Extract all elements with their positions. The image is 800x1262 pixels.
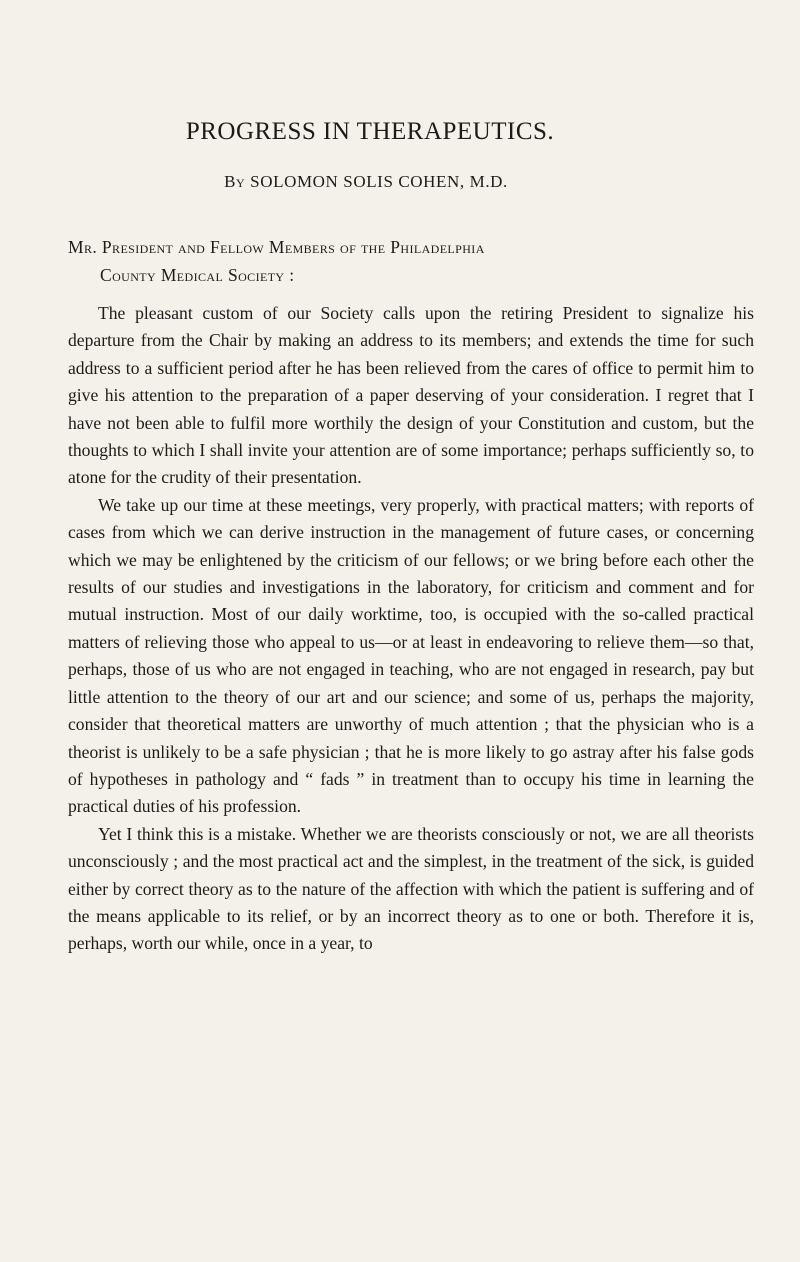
article-body xyxy=(68,300,754,958)
author-name: SOLOMON SOLIS COHEN, M.D. xyxy=(250,172,508,191)
byline xyxy=(0,172,766,192)
paragraph-3: Yet I think this is a mistake. Whether we are theorists consciously or not, we are all theorists unconsciously ; and the most practical act and the simplest, in the treatment of the sick, is guided either by correct theory as to the nature of the affection with which the patient is suffering and of the means applicable to its relief, or by an incorrect theory as to one or both. Therefore it is, perhaps, worth our while, once in a year, to xyxy=(68,823,754,954)
salutation-line-1: Mr. President and Fellow Members of the Philadelphia xyxy=(68,237,485,257)
salutation xyxy=(68,233,758,289)
paragraph-1: The pleasant custom of our Society calls upon the retiring President to signalize his departure from the Chair by making an address to its members; and extends the time for such address to a sufficient period after he has been relieved from the cares of office to permit him to give his attention to the preparation of a paper deserving of your consideration. I regret that I have not been able to fulfil more worthily the design of your Constitution and custom, but the thoughts to which I shall invite your attention are of some importance; perhaps sufficiently so, to atone for the crudity of their presentation. xyxy=(68,303,754,488)
paragraph-2: We take up our time at these meetings, very properly, with practical matters; with reports of cases from which we can derive instruction in the management of future cases, or concerning which we may be enlightened by the criticism of our fellows; or we bring before each other the results of our studies and investigations in the laboratory, for criticism and comment and for mutual instruction. Most of our daily worktime, too, is occupied with the so-called practical matters of relieving those who appeal to us—or at least in endeavoring to relieve them—so that, perhaps, those of us who are not engaged in teaching, who are not engaged in research, pay but little attention to the theory of our art and our science; and some of us, perhaps the majority, consider that theoretical matters are unworthy of much attention ; that the physician who is a theorist is unlikely to be a safe physician ; that he is more likely to go astray after his false gods of hypotheses in pathology and “ fads ” in treatment than to occupy his time in learning the practical duties of his profession. xyxy=(68,494,754,817)
article-title: PROGRESS IN THERAPEUTICS. xyxy=(185,118,555,145)
byline-prefix: By xyxy=(224,172,246,191)
salutation-line-2: County Medical Society : xyxy=(100,265,295,285)
